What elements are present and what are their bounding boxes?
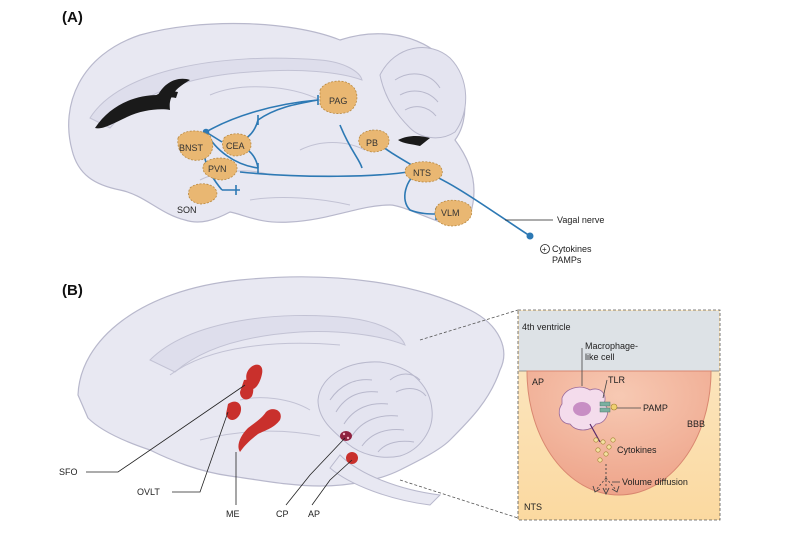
macrophage-nucleus bbox=[573, 402, 591, 416]
inset-tlr-label: TLR bbox=[608, 375, 626, 385]
svg-text:BNST: BNST bbox=[179, 143, 204, 153]
cytokines-pamps bbox=[541, 244, 593, 265]
panel-b-label: (B) bbox=[62, 282, 83, 299]
organ-ap bbox=[346, 452, 358, 464]
label-ovlt: OVLT bbox=[137, 487, 160, 497]
label-sfo: SFO bbox=[59, 467, 78, 477]
panel-a-label: (A) bbox=[62, 9, 83, 26]
nucleus-cea bbox=[222, 134, 251, 156]
inset-cytokines-label: Cytokines bbox=[617, 445, 657, 455]
inset-volume-diffusion-label: Volume diffusion bbox=[622, 477, 688, 487]
inset-ventricle-label: 4th ventricle bbox=[522, 322, 571, 332]
svg-text:+: + bbox=[542, 245, 547, 254]
svg-text:Cytokines: Cytokines bbox=[552, 244, 592, 254]
brain-sagittal-b bbox=[78, 277, 504, 505]
inset-pamp-label: PAMP bbox=[643, 403, 668, 413]
label-vagal-nerve: Vagal nerve bbox=[557, 215, 605, 225]
svg-text:PAG: PAG bbox=[329, 96, 348, 106]
svg-text:PB: PB bbox=[366, 138, 379, 148]
inset-macrophage-label-2: like cell bbox=[585, 352, 615, 362]
nucleus-vlm bbox=[435, 200, 472, 226]
organ-cp bbox=[340, 431, 352, 441]
inset-bbb-label: BBB bbox=[687, 419, 706, 429]
label-me: ME bbox=[226, 509, 240, 519]
pamp-molecule bbox=[611, 404, 617, 410]
inset-ap-label: AP bbox=[532, 377, 545, 387]
svg-text:NTS: NTS bbox=[413, 168, 431, 178]
label-son: SON bbox=[177, 205, 197, 215]
brain-sagittal-a bbox=[69, 24, 474, 224]
svg-text:PAMPs: PAMPs bbox=[552, 255, 582, 265]
nucleus-pag bbox=[320, 81, 357, 114]
nucleus-pb bbox=[359, 130, 389, 152]
svg-text:PVN: PVN bbox=[208, 164, 227, 174]
inset-ap-detail bbox=[518, 310, 720, 520]
svg-text:VLM: VLM bbox=[441, 208, 460, 218]
inset-macrophage-label-1: Macrophage- bbox=[585, 341, 639, 351]
inset-nts-label: NTS bbox=[524, 502, 542, 512]
svg-text:CEA: CEA bbox=[226, 141, 245, 151]
label-ap: AP bbox=[308, 509, 321, 519]
label-cp: CP bbox=[276, 509, 289, 519]
